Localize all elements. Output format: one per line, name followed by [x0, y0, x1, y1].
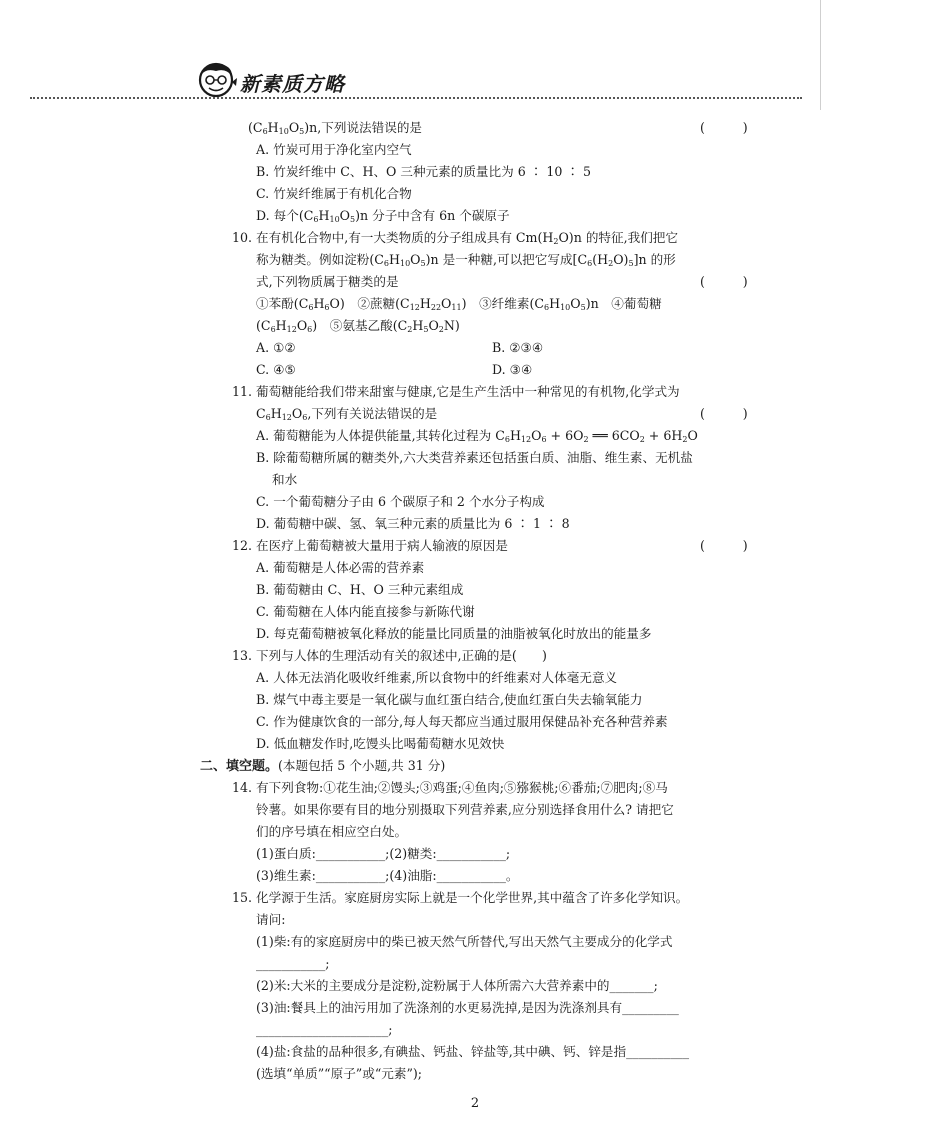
text-line: $(C_6H_{12}O_6)$ ⑤氨基乙酸$(C_2H_5O_2N)$ — [256, 318, 460, 334]
answer-parenthesis: ( ) — [700, 406, 748, 421]
text-line: 12. 在医疗上葡萄糖被大量用于病人输液的原因是 — [232, 538, 508, 553]
text-line: C. ④⑤ — [256, 362, 296, 377]
text-line: B. 除葡萄糖所属的糖类外,六大类营养素还包括蛋白质、油脂、维生素、无机盐 — [256, 450, 693, 465]
text-line: (1)柴:有的家庭厨房中的柴已被天然气所替代,写出天然气主要成分的化学式 — [256, 934, 673, 949]
text-line: A. 人体无法消化吸收纤维素,所以食物中的纤维素对人体毫无意义 — [256, 670, 618, 685]
text-line: ①苯酚$(C_6H_6O)$ ②蔗糖$(C_{12}H_{22}O_{11})$ ③纤维素$(C_6H_{10}O_5)n$ ④葡萄糖 — [256, 296, 662, 312]
text-line: 11. 葡萄糖能给我们带来甜蜜与健康,它是生产生活中一种常见的有机物,化学式为 — [232, 384, 680, 399]
text-line: (3)油:餐具上的油污用加了洗涤剂的水更易洗掉,是因为洗涤剂具有_________ — [256, 1000, 679, 1015]
text-line: B. 竹炭纤维中 C、H、O 三种元素的质量比为 6 ∶ 10 ∶ 5 — [256, 164, 591, 179]
text-line: 称为糖类。例如淀粉$(C_6H_{10}O_5)n$ 是一种糖,可以把它写成$[C_6(H_2O)_5]n$ 的形 — [256, 252, 676, 268]
text-line: D. 每个$(C_6H_{10}O_5)n$ 分子中含有 6n 个碳原子 — [256, 208, 510, 224]
answer-parenthesis: ( ) — [700, 120, 748, 135]
text-line: 请问: — [256, 912, 286, 927]
text-line: (3)维生素:___________;(4)油脂:___________。 — [256, 868, 519, 883]
cartoon-face-logo-icon — [196, 60, 238, 98]
text-line: (选填“单质”“原子”或“元素”); — [256, 1066, 423, 1081]
text-line: ___________; — [256, 956, 330, 971]
text-line: B. 葡萄糖由 C、H、O 三种元素组成 — [256, 582, 464, 597]
answer-parenthesis: ( ) — [700, 274, 748, 289]
page-edge-right — [820, 12, 821, 110]
text-line: A. 葡萄糖能为人体提供能量,其转化过程为 $C_6H_{12}O_6 + 6O_2$ ══ $6CO_2 + 6H_2O$ — [256, 428, 698, 444]
text-line: 式,下列物质属于糖类的是 — [256, 274, 399, 289]
text-line: 13. 下列与人体的生理活动有关的叙述中,正确的是( ) — [232, 648, 547, 663]
text-line: 14. 有下列食物:①花生油;②馒头;③鸡蛋;④鱼肉;⑤猕猴桃;⑥番茄;⑦肥肉;⑧马 — [232, 780, 668, 795]
text-line: 15. 化学源于生活。家庭厨房实际上就是一个化学世界,其中蕴含了许多化学知识。 — [232, 890, 689, 905]
text-line: 10. 在有机化合物中,有一大类物质的分子组成具有 $Cm(H_2O)n$ 的特征,我们把它 — [232, 230, 678, 246]
text-line: D. 葡萄糖中碳、氢、氧三种元素的质量比为 6 ∶ 1 ∶ 8 — [256, 516, 570, 531]
text-line: A. 葡萄糖是人体必需的营养素 — [256, 560, 425, 575]
brand-title: 新素质方略 — [240, 72, 345, 96]
text-line: $(C_6H_{10}O_5)n$,下列说法错误的是 — [248, 120, 423, 136]
text-line: A. 竹炭可用于净化室内空气 — [256, 142, 412, 157]
text-line: C. 竹炭纤维属于有机化合物 — [256, 186, 412, 201]
text-line: B. ②③④ — [492, 340, 544, 355]
section-heading — [200, 756, 445, 776]
text-line: $C_6H_{12}O_6$,下列有关说法错误的是 — [256, 406, 438, 422]
section-title: 二、填空题。 — [200, 759, 279, 774]
page-edge — [0, 0, 821, 12]
answer-parenthesis: ( ) — [700, 538, 748, 553]
text-line: D. ③④ — [492, 362, 533, 377]
text-line: D. 每克葡萄糖被氧化释放的能量比同质量的油脂被氧化时放出的能量多 — [256, 626, 652, 641]
text-line: B. 煤气中毒主要是一氧化碳与血红蛋白结合,使血红蛋白失去输氧能力 — [256, 692, 643, 707]
text-line: A. ①② — [256, 340, 296, 355]
text-line: C. 作为健康饮食的一部分,每人每天都应当通过服用保健品补充各种营养素 — [256, 714, 668, 729]
text-line: (4)盐:食盐的品种很多,有碘盐、钙盐、锌盐等,其中碘、钙、锌是指__________ — [256, 1044, 690, 1059]
text-line: 铃薯。如果你要有目的地分别摄取下列营养素,应分别选择食用什么? 请把它 — [256, 802, 674, 817]
text-line: (1)蛋白质:___________;(2)糖类:___________; — [256, 846, 511, 861]
section-note: (本题包括 5 个小题,共 31 分) — [278, 758, 446, 773]
text-line: (2)米:大米的主要成分是淀粉,淀粉属于人体所需六大营养素中的_______; — [256, 978, 658, 993]
text-line: C. 葡萄糖在人体内能直接参与新陈代谢 — [256, 604, 475, 619]
header-dotted-rule — [30, 97, 802, 99]
text-line: 和水 — [272, 472, 298, 487]
page-number: 2 — [470, 1096, 480, 1111]
text-line: C. 一个葡萄糖分子由 6 个碳原子和 2 个水分子构成 — [256, 494, 545, 509]
text-line: _____________________; — [256, 1022, 393, 1037]
text-line: 们的序号填在相应空白处。 — [256, 824, 408, 839]
text-line: D. 低血糖发作时,吃馒头比喝葡萄糖水见效快 — [256, 736, 505, 751]
